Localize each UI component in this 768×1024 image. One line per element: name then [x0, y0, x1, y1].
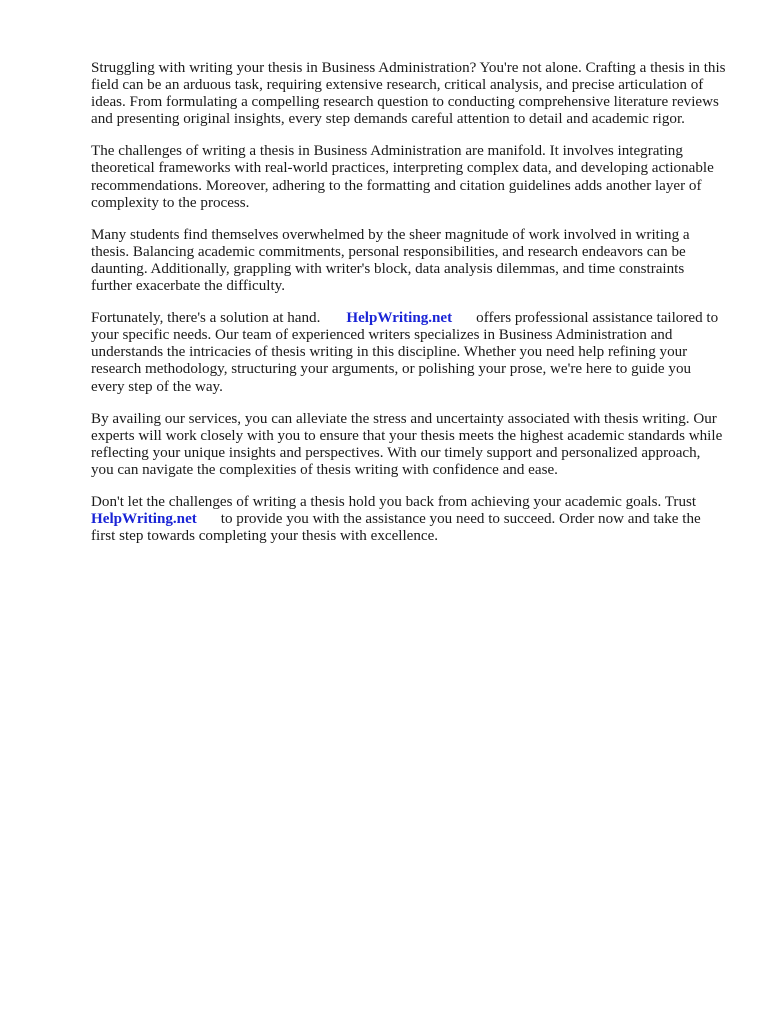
- paragraph-services: By availing our services, you can alleviate the stress and uncertainty associated with thesis writing. Our experts will work closely with you to ensure that your thesis meets the highest academic standards while reflecting your unique insights and perspectives. With our timely support and personalized approach, you can navigate the complexities of thesis writing with confidence and ease.: [91, 410, 723, 478]
- helpwriting-link[interactable]: HelpWriting.net: [346, 310, 453, 327]
- paragraph-closing-rest: to provide you with the assistance you need to succeed. Order now and take the first step towards completing your thesis with excellence.: [91, 511, 701, 545]
- paragraph-overwhelmed: Many students find themselves overwhelmed by the sheer magnitude of work involved in writing a thesis. Balancing academic commitments, personal responsibilities, and research endeavors can be daunting. Additionally, grappling with writer's block, data analysis dilemmas, and time constraints further exacerbate the difficulty.: [91, 226, 690, 295]
- paragraph-closing: [91, 494, 726, 545]
- paragraph-solution: [91, 310, 726, 395]
- paragraph-solution-rest: offers professional assistance tailored to your specific needs. Our team of experienced writers specializes in Business Administration and understands the intricacies of thesis writing in this discipline. Whether you need help refining your research methodology, structuring your arguments, or polishing your prose, we're here to guide you every step of the way.: [91, 310, 719, 395]
- document-body: [91, 60, 726, 560]
- helpwriting-link-2[interactable]: HelpWriting.net: [91, 511, 197, 528]
- paragraph-intro: Struggling with writing your thesis in Business Administration? You're not alone. Crafting a thesis in this field can be an arduous task, requiring extensive research, critical analysis, and precise articulation of ideas. From formulating a compelling research question to conducting comprehensive literature reviews and presenting original insights, every step demands careful attention to detail and academic rigor.: [91, 60, 726, 128]
- paragraph-solution-lead: Fortunately, there's a solution at hand.: [91, 310, 321, 327]
- paragraph-challenges: The challenges of writing a thesis in Business Administration are manifold. It involves integrating theoretical frameworks with real-world practices, interpreting complex data, and developing actionable recommendations. Moreover, adhering to the formatting and citation guidelines adds another layer of complexity to the process.: [91, 143, 714, 211]
- paragraph-closing-lead: Don't let the challenges of writing a thesis hold you back from achieving your academic goals. Trust: [91, 493, 697, 510]
